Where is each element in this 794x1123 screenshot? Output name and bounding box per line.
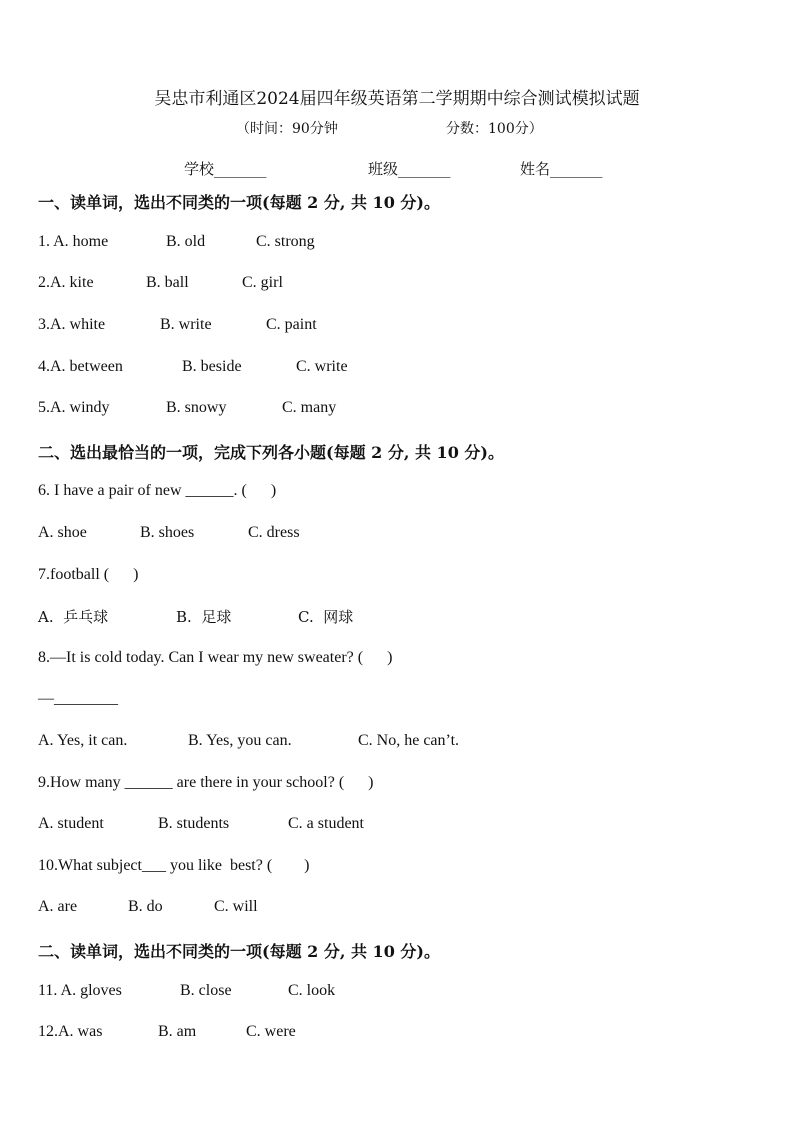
class-field: 班级_______ [368, 160, 451, 178]
question-2 [38, 274, 758, 296]
question-7-options [38, 606, 758, 628]
question-8-stem: 8.—It is cold today. Can I wear my new sweater? ( ) [38, 649, 393, 666]
option-a: 12.A. was [38, 1023, 103, 1040]
section-heading-1: 一、读单词，选出不同类的一项(每题 2 分, 共 10 分)。 [38, 193, 440, 212]
option-b: B. write [160, 316, 212, 333]
option-a: 4.A. between [38, 358, 123, 375]
question-4 [38, 358, 758, 380]
option-b: B. Yes, you can. [188, 732, 292, 749]
section-heading-3: 二、读单词，选出不同类的一项(每题 2 分, 共 10 分)。 [38, 942, 440, 961]
exam-score: 分数：100分） [446, 121, 543, 137]
question-5 [38, 399, 758, 421]
question-7-stem: 7.football ( ) [38, 566, 139, 583]
question-10-options [38, 898, 758, 920]
question-10-stem: 10.What subject___ you like best? ( ) [38, 857, 310, 874]
option-a: A. 乒乓球 [38, 608, 109, 626]
option-a: A. student [38, 815, 104, 832]
option-c: C. a student [288, 815, 364, 832]
option-a: 2.A. kite [38, 274, 94, 291]
option-c: C. look [288, 982, 336, 999]
question-11 [38, 982, 758, 1004]
question-9-stem: 9.How many ______ are there in your school? ( ) [38, 774, 374, 791]
option-c: C. paint [266, 316, 317, 333]
question-1 [38, 233, 758, 255]
question-6-options [38, 524, 758, 546]
question-6-stem: 6. I have a pair of new ______. ( ) [38, 482, 277, 499]
option-c: C. write [296, 358, 348, 375]
exam-time: （时间：90分钟 [236, 121, 338, 137]
option-a: A. shoe [38, 524, 87, 541]
question-8-options [38, 732, 758, 754]
school-field: 学校_______ [184, 160, 267, 178]
option-b: B. snowy [166, 399, 227, 416]
option-a: 5.A. windy [38, 399, 110, 416]
option-c: C. will [214, 898, 258, 915]
option-b: B. old [166, 233, 206, 250]
option-b: B. 足球 [176, 608, 232, 626]
section-heading-2: 二、选出最恰当的一项，完成下列各小题(每题 2 分, 共 10 分)。 [38, 443, 504, 462]
option-b: B. students [158, 815, 230, 832]
question-12 [38, 1023, 758, 1045]
option-b: B. beside [182, 358, 242, 375]
option-a: A. are [38, 898, 78, 915]
option-a: A. Yes, it can. [38, 732, 128, 749]
question-9-options [38, 815, 758, 837]
option-c: C. strong [256, 233, 315, 250]
question-3 [38, 316, 758, 338]
option-c: C. No, he can’t. [358, 732, 460, 749]
option-a: 11. A. gloves [38, 982, 122, 999]
option-c: C. dress [248, 524, 300, 541]
name-field: 姓名_______ [520, 160, 603, 178]
option-a: 3.A. white [38, 316, 106, 333]
option-b: B. close [180, 982, 232, 999]
option-c: C. were [246, 1023, 296, 1040]
option-b: B. shoes [140, 524, 195, 541]
question-8-answer-line: —________ [38, 690, 118, 707]
option-b: B. ball [146, 274, 189, 291]
option-a: 1. A. home [38, 233, 109, 250]
option-b: B. am [158, 1023, 197, 1040]
option-c: C. girl [242, 274, 283, 291]
option-b: B. do [128, 898, 163, 915]
option-c: C. 网球 [298, 608, 354, 626]
option-c: C. many [282, 399, 337, 416]
page-title: 吴忠市利通区2024届四年级英语第二学期期中综合测试模拟试题 [154, 89, 640, 109]
